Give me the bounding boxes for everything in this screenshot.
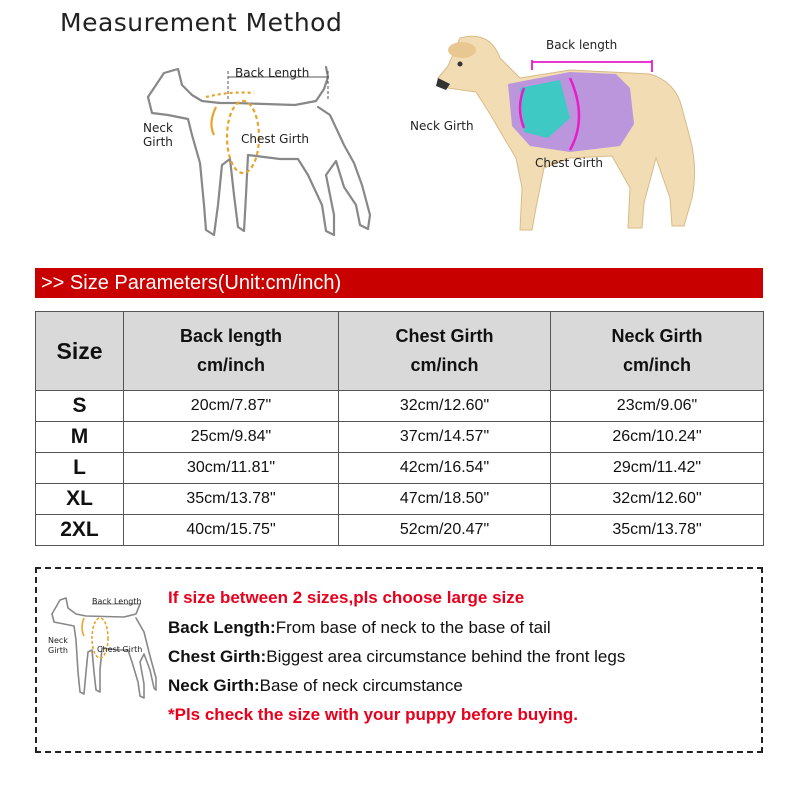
dog-outline-figure (130, 55, 390, 250)
back-length-label: Back Length (235, 66, 310, 80)
size-parameters-banner: >> Size Parameters(Unit:cm/inch) (35, 268, 763, 298)
vest-back-length-label: Back length (546, 38, 618, 52)
back-length-cell: 20cm/7.87" (124, 391, 339, 422)
size-warning-note: If size between 2 sizes,pls choose large size (168, 588, 525, 607)
size-cell: XL (36, 484, 124, 515)
chest-girth-cell: 52cm/20.47" (339, 515, 551, 546)
vest-chest-girth-label: Chest Girth (535, 156, 604, 170)
dog-vest-photo (420, 28, 710, 248)
page-title: Measurement Method (60, 8, 343, 37)
column-header-neck-girth: Neck Girth cm/inch (551, 312, 764, 391)
size-cell: S (36, 391, 124, 422)
size-cell: M (36, 422, 124, 453)
chest-girth-label: Chest Girth (241, 132, 310, 146)
small-chest-girth-label: Chest Girth (97, 645, 143, 654)
chest-girth-cell: 37cm/14.57" (339, 422, 551, 453)
back-length-cell: 35cm/13.78" (124, 484, 339, 515)
small-neck-label-line1: Neck (48, 636, 68, 645)
size-cell: 2XL (36, 515, 124, 546)
back-length-note: Back Length:From base of neck to the base of tail (168, 618, 551, 637)
chest-girth-cell: 32cm/12.60" (339, 391, 551, 422)
neck-girth-cell: 29cm/11.42" (551, 453, 764, 484)
table-header-row (36, 312, 764, 391)
neck-girth-label-line2: Girth (143, 135, 173, 149)
chest-girth-note: Chest Girth:Biggest area circumstance behind the front legs (168, 647, 626, 666)
check-size-note: *Pls check the size with your puppy before buying. (168, 705, 578, 724)
column-header-back-length: Back length cm/inch (124, 312, 339, 391)
small-neck-label-line2: Girth (48, 646, 68, 655)
neck-girth-cell: 23cm/9.06" (551, 391, 764, 422)
neck-girth-label-line1: Neck (143, 121, 173, 135)
size-table (35, 311, 764, 546)
chest-girth-cell: 42cm/16.54" (339, 453, 551, 484)
back-length-cell: 30cm/11.81" (124, 453, 339, 484)
neck-girth-cell: 26cm/10.24" (551, 422, 764, 453)
neck-girth-cell: 32cm/12.60" (551, 484, 764, 515)
column-header-size: Size (36, 312, 124, 391)
table-row (36, 453, 764, 484)
chest-girth-cell: 47cm/18.50" (339, 484, 551, 515)
back-length-cell: 25cm/9.84" (124, 422, 339, 453)
table-row (36, 422, 764, 453)
column-header-chest-girth: Chest Girth cm/inch (339, 312, 551, 391)
table-row (36, 515, 764, 546)
small-back-length-label: Back Length (92, 597, 142, 606)
table-row (36, 391, 764, 422)
neck-girth-cell: 35cm/13.78" (551, 515, 764, 546)
size-cell: L (36, 453, 124, 484)
vest-neck-girth-label: Neck Girth (410, 119, 474, 133)
back-length-cell: 40cm/15.75" (124, 515, 339, 546)
neck-girth-note: Neck Girth:Base of neck circumstance (168, 676, 463, 695)
table-row (36, 484, 764, 515)
